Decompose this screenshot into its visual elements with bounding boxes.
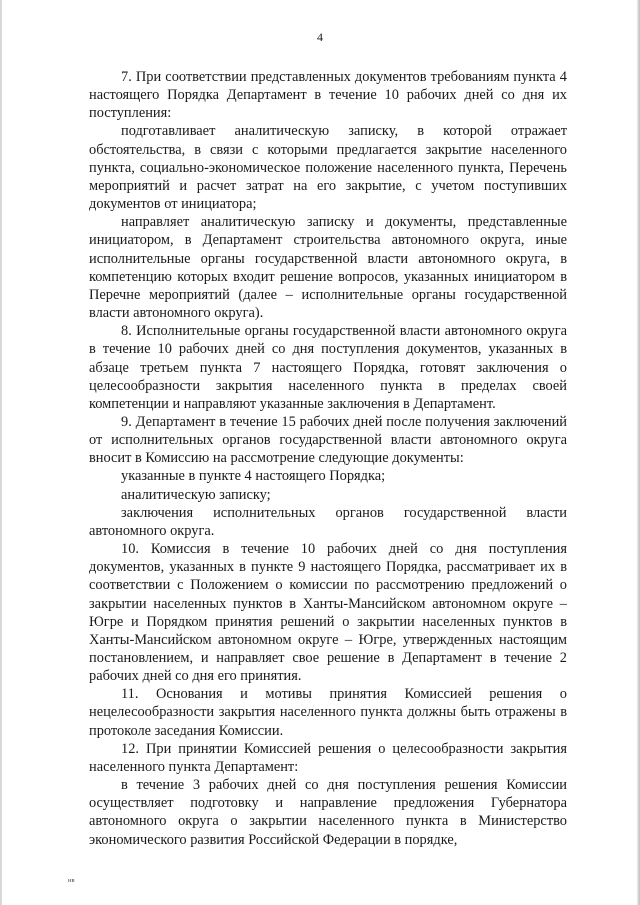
- list-item-conclusions: заключения исполнительных органов государственной власти автономного округа.: [89, 504, 567, 539]
- page-number: 4: [317, 30, 323, 44]
- paragraph-item-9: 9. Департамент в течение 15 рабочих дней после получения заключений от исполнительных органов государственной власти автономного округа вносит в Комиссию на рассмотрение следующие документы:: [89, 413, 567, 467]
- document-body: [89, 68, 567, 849]
- list-item-analytical-note: аналитическую записку;: [121, 486, 271, 503]
- paragraph-item-8: 8. Исполнительные органы государственной власти автономного округа в течение 10 рабочих дней со дня поступления документов, указанных в абзаце третьем пункта 7 настоящего Порядка, готовят заключения о целесообразности закрытия населенного пункта в пределах своей компетенции и направляют указанные заключения в Департамент.: [89, 323, 567, 412]
- paragraph-item-12: 12. При принятии Комиссией решения о целесообразности закрытия населенного пункта Департамент:: [89, 740, 567, 775]
- paragraph-governor-proposal: в течение 3 рабочих дней со дня поступления решения Комиссии осуществляет подготовку и направление предложения Губернатора автономного округа о закрытии населенного пункта в Министерство экономического развития Российской Федерации в порядке,: [89, 777, 567, 848]
- paragraph-item-11: 11. Основания и мотивы принятия Комиссией решения о нецелесообразности закрытия населенного пункта должны быть отражены в протоколе заседания Комиссии.: [89, 686, 567, 739]
- paragraph-send-documents: направляет аналитическую записку и документы, представленные инициатором, в Департамент строительства автономного округа, иные исполнительные органы государственной власти автономного округа, в компетенцию которых входит решение вопросов, указанных инициатором в Перечне мероприятий (далее – исполнительные органы государственной власти автономного округа).: [89, 214, 567, 322]
- paragraph-item-10: 10. Комиссия в течение 10 рабочих дней со дня поступления документов, указанных в пункте 9 настоящего Порядка, рассматривает их в соответствии с Положением о комиссии по рассмотрению предложений о закрытии населенных пунктов в Ханты-Мансийском автономном округе – Югре и Порядком принятия решений о закрытии населенных пунктов в Ханты-Мансийском автономном округе – Югре, утвержденных настоящим постановлением, и направляет свое решение в Департамент в течение 2 рабочих дней со дня его принятия.: [89, 541, 567, 685]
- paragraph-analytical-note: подготавливает аналитическую записку, в которой отражает обстоятельства, в связи с которыми предлагается закрытие населенного пункта, социально-экономическое положение населенного пункта, Перечень мероприятий и расчет затрат на его закрытие, с учетом поступивших документов от инициатора;: [89, 123, 567, 213]
- footer-mark: нв: [68, 877, 75, 884]
- scan-edge-left: [0, 0, 2, 905]
- list-item-documents: указанные в пункте 4 настоящего Порядка;: [121, 468, 386, 485]
- paragraph-item-7: 7. При соответствии представленных документов требованиям пункта 4 настоящего Порядка Департамент в течение 10 рабочих дней со дня их поступления:: [89, 69, 567, 122]
